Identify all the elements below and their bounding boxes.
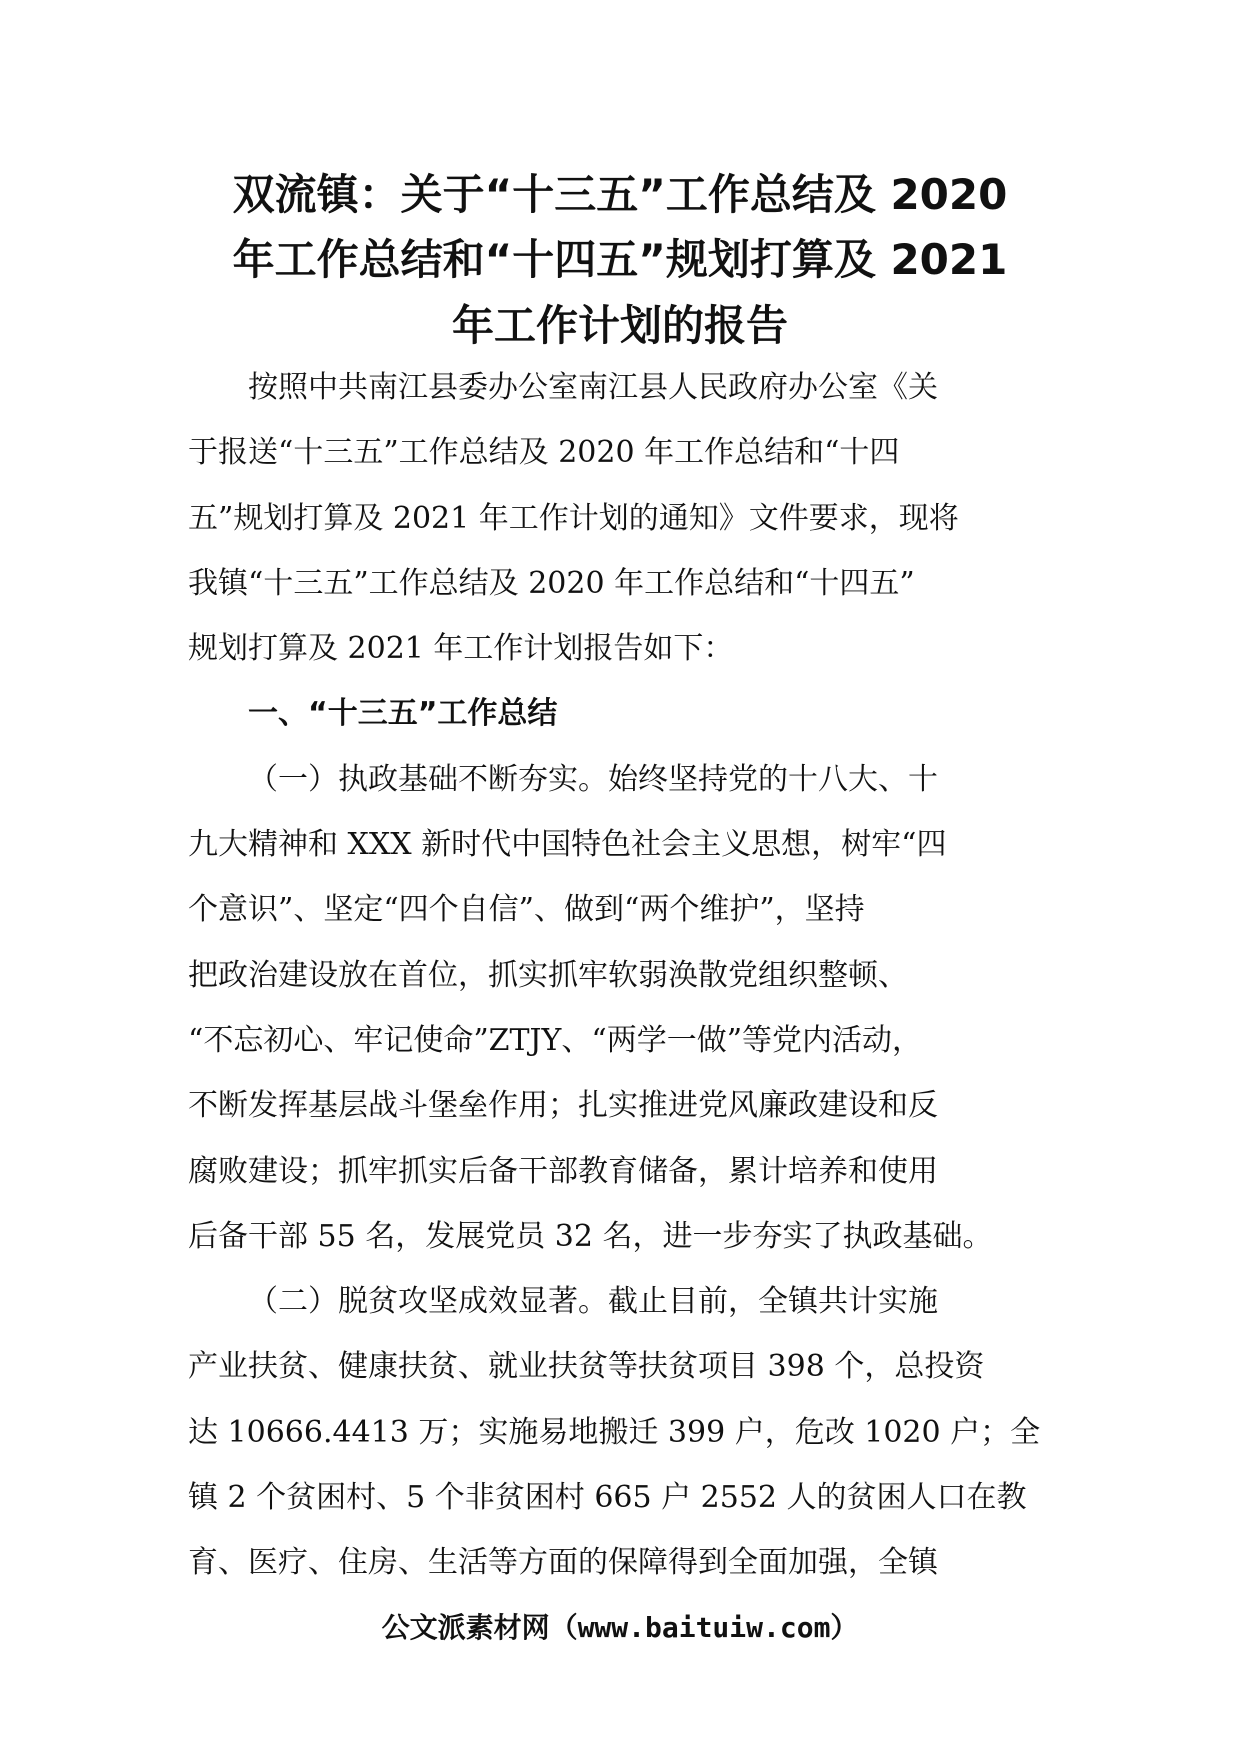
section-heading: 一、“十三五”工作总结	[248, 696, 558, 732]
body-line: 九大精神和 XXX 新时代中国特色社会主义思想，树牢“四	[188, 827, 947, 863]
body-line: （一）执政基础不断夯实。始终坚持党的十八大、十	[248, 761, 938, 797]
document-title	[160, 162, 1080, 358]
body-line: 产业扶贫、健康扶贫、就业扶贫等扶贫项目 398 个，总投资	[188, 1349, 985, 1385]
title-line: 双流镇：关于“十三五”工作总结及 2020	[232, 170, 1008, 219]
body-line: 镇 2 个贫困村、5 个非贫困村 665 户 2552 人的贫困人口在教	[188, 1480, 1027, 1516]
page-footer: 公文派素材网（www.baituiw.com）	[381, 1611, 859, 1644]
body-line: 五”规划打算及 2021 年工作计划的通知》文件要求，现将	[188, 500, 959, 536]
body-line: 达 10666.4413 万；实施易地搬迁 399 户，危改 1020 户；全	[188, 1414, 1041, 1450]
body-line: 把政治建设放在首位，抓实抓牢软弱涣散党组织整顿、	[188, 957, 908, 993]
title-line: 年工作总结和“十四五”规划打算及 2021	[232, 235, 1008, 285]
body-line: 规划打算及 2021 年工作计划报告如下：	[188, 631, 734, 667]
body-line: 腐败建设；抓牢抓实后备干部教育储备，累计培养和使用	[188, 1153, 938, 1189]
body-line: （二）脱贫攻坚成效显著。截止目前，全镇共计实施	[248, 1284, 938, 1320]
body-line: “不忘初心、牢记使命”ZTJY、“两学一做”等党内活动，	[188, 1022, 923, 1058]
body-line: 按照中共南江县委办公室南江县人民政府办公室《关	[248, 370, 938, 405]
body-line: 个意识”、坚定“四个自信”、做到“两个维护”，坚持	[188, 892, 865, 928]
body-line: 不断发挥基层战斗堡垒作用；扎实推进党风廉政建设和反	[188, 1088, 938, 1124]
body-line: 育、医疗、住房、生活等方面的保障得到全面加强，全镇	[188, 1545, 938, 1581]
body-line: 我镇“十三五”工作总结及 2020 年工作总结和“十四五”	[188, 565, 915, 601]
title-line: 年工作计划的报告	[451, 300, 788, 350]
body-line: 后备干部 55 名，发展党员 32 名，进一步夯实了执政基础。	[188, 1218, 993, 1254]
body-line: 于报送“十三五”工作总结及 2020 年工作总结和“十四	[188, 435, 900, 471]
document-body	[188, 355, 1068, 1596]
